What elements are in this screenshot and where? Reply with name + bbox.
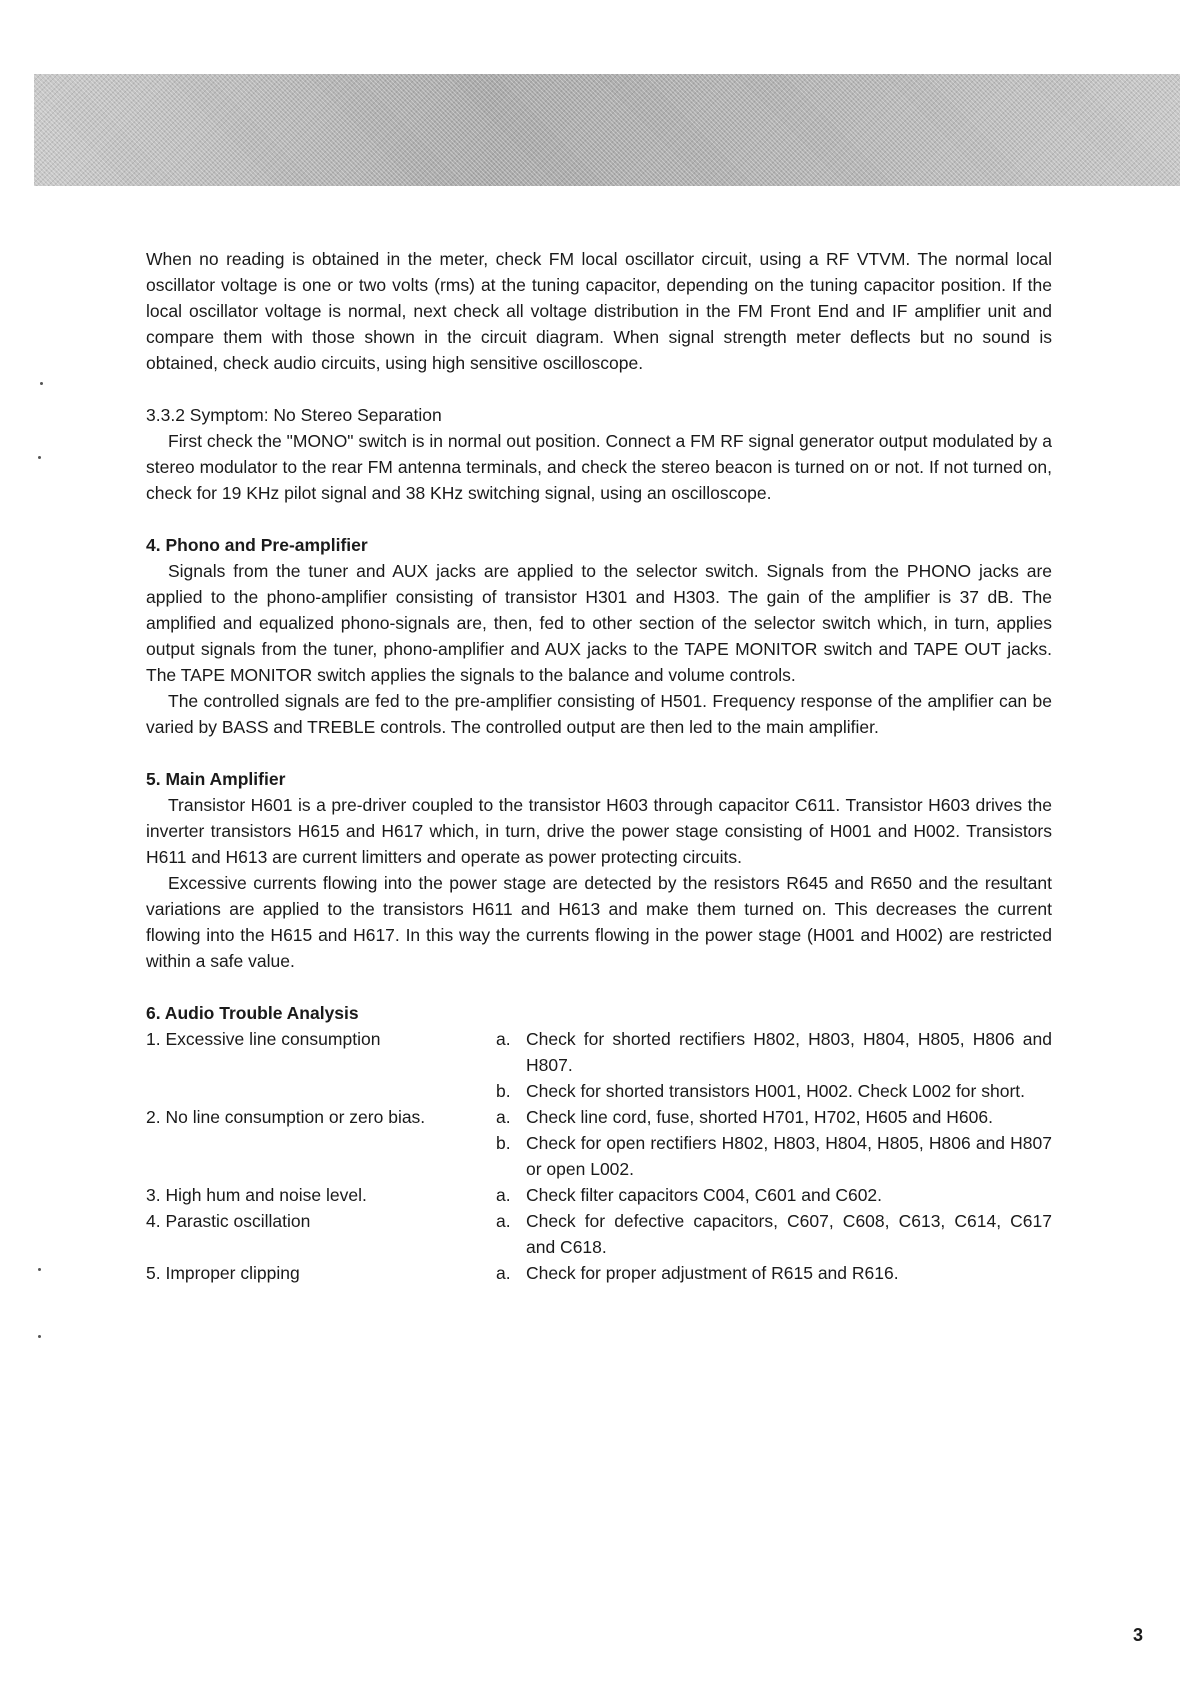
- intro-paragraph: When no reading is obtained in the meter, check FM local oscillator circuit, using a RF VTVM. The normal local oscillator voltage is one or two volts (rms) at the tuning capacitor, depending on the tuning capacitor position. If the local oscillator voltage is normal, next check all voltage distribution in the FM Front End and IF amplifier unit and compare them with those shown in the circuit diagram. When signal strength meter deflects but no sound is obtained, check audio circuits, using high sensitive oscilloscope.: [146, 249, 1052, 373]
- trouble-remedy: Check for shorted rectifiers H802, H803, H804, H805, H806 and H807.: [526, 1029, 1052, 1075]
- trouble-remedy: Check filter capacitors C004, C601 and C602.: [526, 1185, 883, 1205]
- trouble-remedy: Check for proper adjustment of R615 and R616.: [526, 1263, 899, 1283]
- scan-speck: [38, 1268, 41, 1271]
- section-332-paragraph: First check the "MONO" switch is in normal out position. Connect a FM RF signal generator output modulated by a stereo modulator to the rear FM antenna terminals, and check the stereo beacon is turned on or not. If not turned on, check for 19 KHz pilot signal and 38 KHz switching signal, using an oscilloscope.: [146, 431, 1052, 503]
- trouble-item-letter: b.: [496, 1133, 511, 1153]
- section-332-title: 3.3.2 Symptom: No Stereo Separation: [146, 405, 442, 425]
- trouble-remedy: Check line cord, fuse, shorted H701, H702, H605 and H606.: [526, 1107, 993, 1127]
- section-6-title: 6. Audio Trouble Analysis: [146, 1003, 359, 1023]
- trouble-item-letter: a.: [496, 1185, 511, 1205]
- trouble-symptom: 5. Improper clipping: [146, 1263, 300, 1283]
- trouble-symptom: 4. Parastic oscillation: [146, 1211, 311, 1231]
- trouble-item-letter: a.: [496, 1029, 511, 1049]
- section-4-paragraph-1: Signals from the tuner and AUX jacks are applied to the selector switch. Signals from the PHONO jacks are applied to the phono-amplifier consisting of transistor H301 and H303. The gain of the amplifier is 37 dB. The amplified and equalized phono-signals are, then, fed to other section of the selector switch which, in turn, applies output signals from the tuner, phono-amplifier and AUX jacks to the TAPE MONITOR switch and TAPE OUT jacks. The TAPE MONITOR switch applies the signals to the balance and volume controls.: [146, 561, 1052, 685]
- section-4-paragraph-2: The controlled signals are fed to the pre-amplifier consisting of H501. Frequency response of the amplifier can be varied by BASS and TREBLE controls. The controlled output are then led to the main amplifier.: [146, 691, 1052, 737]
- trouble-item-letter: a.: [496, 1263, 511, 1283]
- trouble-symptom: 2. No line consumption or zero bias.: [146, 1107, 426, 1127]
- trouble-symptom: 1. Excessive line consumption: [146, 1029, 381, 1049]
- trouble-item-letter: b.: [496, 1081, 511, 1101]
- trouble-remedy: Check for shorted transistors H001, H002. Check L002 for short.: [526, 1081, 1025, 1101]
- trouble-symptom: 3. High hum and noise level.: [146, 1185, 367, 1205]
- section-5-paragraph-1: Transistor H601 is a pre-driver coupled to the transistor H603 through capacitor C611. Transistor H603 drives the inverter transistors H615 and H617 which, in turn, drive the power stage consisting of H001 and H002. Transistors H611 and H613 are current limitters and operate as power protecting circuits.: [146, 795, 1052, 867]
- trouble-symptom: [146, 1078, 496, 1104]
- section-5-title: 5. Main Amplifier: [146, 769, 286, 789]
- trouble-item-letter: a.: [496, 1211, 511, 1231]
- scan-speck: [40, 382, 43, 385]
- trouble-item-letter: a.: [496, 1107, 511, 1127]
- page-number: 3: [1133, 1625, 1144, 1645]
- scan-speck: [38, 1335, 41, 1338]
- section-4-title: 4. Phono and Pre-amplifier: [146, 535, 368, 555]
- trouble-analysis-table: [146, 1026, 1052, 1286]
- document-body: [146, 246, 1052, 1286]
- section-5-paragraph-2: Excessive currents flowing into the power stage are detected by the resistors R645 and R650 and the resultant variations are applied to the transistors H611 and H613 and make them turned on. This decreases the current flowing into the H615 and H617. In this way the currents flowing in the power stage (H001 and H002) are restricted within a safe value.: [146, 873, 1052, 971]
- trouble-symptom: [146, 1130, 496, 1182]
- scan-speck: [38, 456, 41, 459]
- trouble-remedy: Check for open rectifiers H802, H803, H804, H805, H806 and H807 or open L002.: [526, 1133, 1052, 1179]
- trouble-remedy: Check for defective capacitors, C607, C608, C613, C614, C617 and C618.: [526, 1211, 1052, 1257]
- header-band: [34, 74, 1180, 186]
